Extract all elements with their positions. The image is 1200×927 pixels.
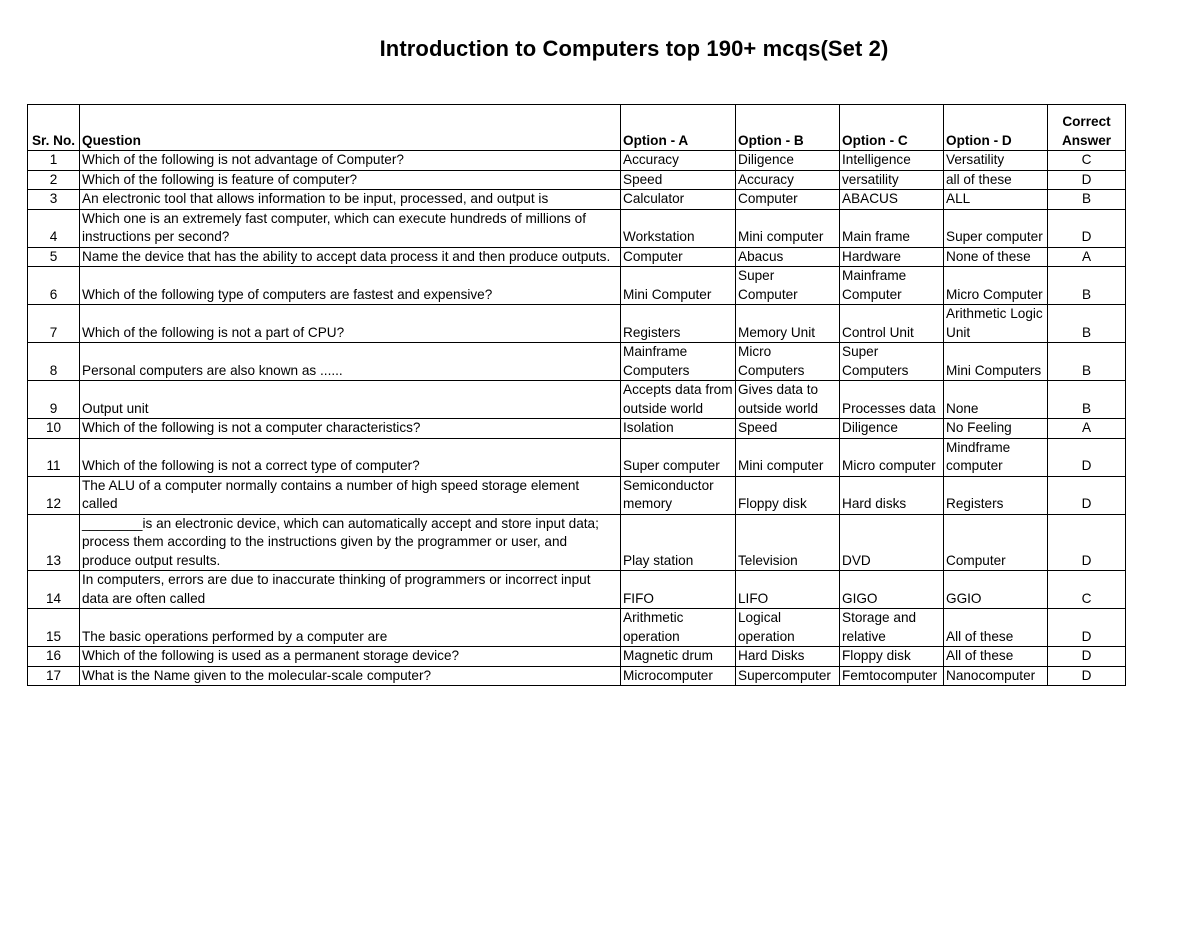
- option-d-cell: None of these: [944, 247, 1048, 267]
- sr-cell: 12: [28, 476, 80, 514]
- answer-cell: C: [1048, 571, 1126, 609]
- question-cell: Which of the following is not a part of CPU?: [80, 305, 621, 343]
- sr-cell: 8: [28, 343, 80, 381]
- option-a-cell: Accuracy: [621, 151, 736, 171]
- option-d-cell: Nanocomputer: [944, 666, 1048, 686]
- option-a-cell: Computer: [621, 247, 736, 267]
- question-cell: In computers, errors are due to inaccurate thinking of programmers or incorrect input data are often called: [80, 571, 621, 609]
- option-b-cell: Abacus: [736, 247, 840, 267]
- answer-cell: B: [1048, 343, 1126, 381]
- sr-cell: 2: [28, 170, 80, 190]
- option-c-cell: versatility: [840, 170, 944, 190]
- option-b-cell: Memory Unit: [736, 305, 840, 343]
- answer-cell: B: [1048, 305, 1126, 343]
- option-a-cell: FIFO: [621, 571, 736, 609]
- table-row: [28, 381, 1126, 419]
- option-b-cell: Speed: [736, 419, 840, 439]
- option-a-cell: Speed: [621, 170, 736, 190]
- sr-cell: 16: [28, 647, 80, 667]
- answer-cell: B: [1048, 190, 1126, 210]
- option-b-cell: Micro Computers: [736, 343, 840, 381]
- answer-cell: D: [1048, 514, 1126, 571]
- question-cell: The ALU of a computer normally contains a number of high speed storage element called: [80, 476, 621, 514]
- sr-cell: 17: [28, 666, 80, 686]
- option-c-cell: Floppy disk: [840, 647, 944, 667]
- table-row: [28, 514, 1126, 571]
- option-b-cell: Floppy disk: [736, 476, 840, 514]
- sr-cell: 13: [28, 514, 80, 571]
- option-c-cell: Storage and relative: [840, 609, 944, 647]
- option-d-cell: Computer: [944, 514, 1048, 571]
- sr-cell: 11: [28, 438, 80, 476]
- question-cell: Name the device that has the ability to accept data process it and then produce outputs.: [80, 247, 621, 267]
- option-b-cell: Accuracy: [736, 170, 840, 190]
- question-cell: What is the Name given to the molecular-scale computer?: [80, 666, 621, 686]
- sr-cell: 14: [28, 571, 80, 609]
- option-a-cell: Super computer: [621, 438, 736, 476]
- table-row: [28, 247, 1126, 267]
- option-c-cell: Hardware: [840, 247, 944, 267]
- answer-cell: D: [1048, 170, 1126, 190]
- table-row: [28, 571, 1126, 609]
- answer-cell: B: [1048, 381, 1126, 419]
- table-row: [28, 343, 1126, 381]
- option-d-cell: Super computer: [944, 209, 1048, 247]
- question-cell: Output unit: [80, 381, 621, 419]
- option-c-cell: Processes data: [840, 381, 944, 419]
- option-b-cell: Mini computer: [736, 209, 840, 247]
- option-d-cell: All of these: [944, 647, 1048, 667]
- option-a-cell: Registers: [621, 305, 736, 343]
- header-option-a: Option - A: [621, 105, 736, 151]
- table-row: [28, 190, 1126, 210]
- option-a-cell: Magnetic drum: [621, 647, 736, 667]
- option-d-cell: Micro Computer: [944, 267, 1048, 305]
- table-row: [28, 419, 1126, 439]
- option-a-cell: Accepts data from outside world: [621, 381, 736, 419]
- option-c-cell: Intelligence: [840, 151, 944, 171]
- option-c-cell: Femtocomputer: [840, 666, 944, 686]
- option-c-cell: Main frame: [840, 209, 944, 247]
- table-row: [28, 647, 1126, 667]
- option-b-cell: Hard Disks: [736, 647, 840, 667]
- option-a-cell: Workstation: [621, 209, 736, 247]
- sr-cell: 4: [28, 209, 80, 247]
- option-c-cell: GIGO: [840, 571, 944, 609]
- table-row: [28, 609, 1126, 647]
- answer-cell: D: [1048, 209, 1126, 247]
- question-cell: Which of the following is feature of computer?: [80, 170, 621, 190]
- option-d-cell: all of these: [944, 170, 1048, 190]
- question-cell: Which one is an extremely fast computer, which can execute hundreds of millions of instructions per second?: [80, 209, 621, 247]
- option-c-cell: Control Unit: [840, 305, 944, 343]
- option-d-cell: ALL: [944, 190, 1048, 210]
- header-option-c: Option - C: [840, 105, 944, 151]
- option-b-cell: Television: [736, 514, 840, 571]
- header-option-b: Option - B: [736, 105, 840, 151]
- table-row: [28, 170, 1126, 190]
- table-row: [28, 209, 1126, 247]
- table-row: [28, 305, 1126, 343]
- option-b-cell: Logical operation: [736, 609, 840, 647]
- option-b-cell: Diligence: [736, 151, 840, 171]
- question-cell: ________is an electronic device, which can automatically accept and store input data; process them according to the instructions given by the programmer or user, and produce output results.: [80, 514, 621, 571]
- table-row: [28, 666, 1126, 686]
- answer-cell: A: [1048, 419, 1126, 439]
- option-a-cell: Mainframe Computers: [621, 343, 736, 381]
- answer-cell: D: [1048, 647, 1126, 667]
- option-a-cell: Arithmetic operation: [621, 609, 736, 647]
- question-cell: The basic operations performed by a computer are: [80, 609, 621, 647]
- sr-cell: 9: [28, 381, 80, 419]
- table-row: [28, 151, 1126, 171]
- table-header-row: [28, 105, 1126, 151]
- page-title: Introduction to Computers top 190+ mcqs(Set 2): [379, 36, 889, 61]
- sr-cell: 1: [28, 151, 80, 171]
- header-correct-answer: Correct Answer: [1048, 105, 1126, 151]
- answer-cell: D: [1048, 666, 1126, 686]
- option-a-cell: Isolation: [621, 419, 736, 439]
- answer-cell: B: [1048, 267, 1126, 305]
- option-a-cell: Calculator: [621, 190, 736, 210]
- sr-cell: 6: [28, 267, 80, 305]
- answer-cell: D: [1048, 609, 1126, 647]
- option-d-cell: Mindframe computer: [944, 438, 1048, 476]
- option-a-cell: Semiconductor memory: [621, 476, 736, 514]
- option-d-cell: All of these: [944, 609, 1048, 647]
- question-cell: Which of the following is not advantage of Computer?: [80, 151, 621, 171]
- question-cell: Which of the following is used as a permanent storage device?: [80, 647, 621, 667]
- table-row: [28, 267, 1126, 305]
- table-row: [28, 476, 1126, 514]
- question-cell: Which of the following is not a computer characteristics?: [80, 419, 621, 439]
- option-a-cell: Microcomputer: [621, 666, 736, 686]
- option-a-cell: Play station: [621, 514, 736, 571]
- option-b-cell: LIFO: [736, 571, 840, 609]
- option-c-cell: Hard disks: [840, 476, 944, 514]
- question-cell: Personal computers are also known as ......: [80, 343, 621, 381]
- option-b-cell: Computer: [736, 190, 840, 210]
- option-c-cell: Micro computer: [840, 438, 944, 476]
- sr-cell: 10: [28, 419, 80, 439]
- option-b-cell: Super Computer: [736, 267, 840, 305]
- option-d-cell: Arithmetic Logic Unit: [944, 305, 1048, 343]
- question-cell: An electronic tool that allows information to be input, processed, and output is: [80, 190, 621, 210]
- table-row: [28, 438, 1126, 476]
- table-body: [28, 151, 1126, 686]
- option-a-cell: Mini Computer: [621, 267, 736, 305]
- option-c-cell: Diligence: [840, 419, 944, 439]
- question-cell: Which of the following type of computers are fastest and expensive?: [80, 267, 621, 305]
- sr-cell: 5: [28, 247, 80, 267]
- sr-cell: 3: [28, 190, 80, 210]
- answer-cell: D: [1048, 438, 1126, 476]
- mcq-table: [27, 104, 1126, 686]
- option-d-cell: No Feeling: [944, 419, 1048, 439]
- header-option-d: Option - D: [944, 105, 1048, 151]
- option-d-cell: Registers: [944, 476, 1048, 514]
- option-d-cell: None: [944, 381, 1048, 419]
- option-c-cell: DVD: [840, 514, 944, 571]
- sr-cell: 7: [28, 305, 80, 343]
- option-d-cell: GGIO: [944, 571, 1048, 609]
- option-c-cell: Mainframe Computer: [840, 267, 944, 305]
- option-c-cell: Super Computers: [840, 343, 944, 381]
- header-sr-no: Sr. No.: [28, 105, 80, 151]
- question-cell: Which of the following is not a correct type of computer?: [80, 438, 621, 476]
- header-question: Question: [80, 105, 621, 151]
- option-d-cell: Versatility: [944, 151, 1048, 171]
- answer-cell: A: [1048, 247, 1126, 267]
- answer-cell: D: [1048, 476, 1126, 514]
- sr-cell: 15: [28, 609, 80, 647]
- answer-cell: C: [1048, 151, 1126, 171]
- option-b-cell: Gives data to outside world: [736, 381, 840, 419]
- option-c-cell: ABACUS: [840, 190, 944, 210]
- option-b-cell: Supercomputer: [736, 666, 840, 686]
- option-b-cell: Mini computer: [736, 438, 840, 476]
- option-d-cell: Mini Computers: [944, 343, 1048, 381]
